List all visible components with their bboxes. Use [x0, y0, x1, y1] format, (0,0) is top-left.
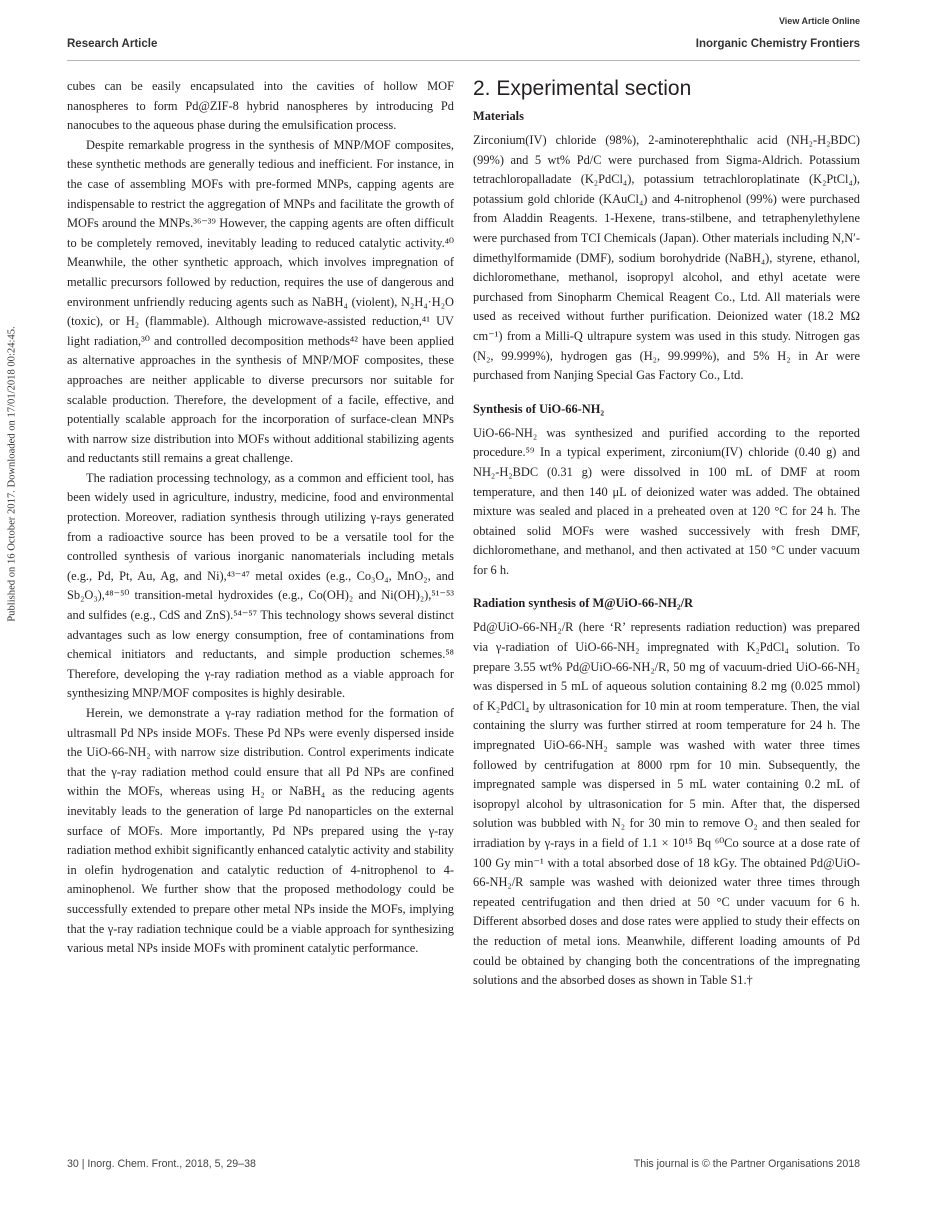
synthesis-heading: Synthesis of UiO-66-NH₂ — [473, 401, 605, 416]
paragraph-radiation-technology: The radiation processing technology, as a common and efficient tool, has been widely used in agriculture, industry, medicine, food and environmental protection. Moreover, radiation synthesis through utilizing γ-rays generated from a radioactive source has been proved to be a versatile tool for the controlled synthesis of various inorganic nanomaterials including metals (e.g., Pd, Pt, Au, Ag, and Ni),⁴³⁻⁴⁷ metal oxides (e.g., Co₃O₄, MnO₂, and Sb₂O₃),⁴⁸⁻⁵⁰ transition-metal hydroxides (e.g., Co(OH)₂ and Ni(OH)₂),⁵¹⁻⁵³ and sulfides (e.g., CdS and ZnS).⁵⁴⁻⁵⁷ This technology shows several distinct advantages such as low energy consumption, free of contaminations from chemical initiators and reductants, and simple production schemes.⁵⁸ Therefore, developing the γ-ray radiation method as a viable approach for synthesizing MNP/MOF composites is highly desirable. — [67, 470, 454, 701]
copyright-notice: This journal is © the Partner Organisations 2018 — [633, 1158, 860, 1170]
publication-side-note: Published on 16 October 2017. Downloaded on 17/01/2018 00:24:45. — [6, 326, 18, 622]
header-divider — [67, 60, 860, 61]
article-type-label: Research Article — [67, 38, 158, 50]
radiation-synthesis-heading: Radiation synthesis of M@UiO-66-NH₂/R — [473, 596, 694, 611]
paragraph-herein: Herein, we demonstrate a γ-ray radiation method for the formation of ultrasmall Pd NPs inside MOFs. These Pd NPs were evenly dispersed inside the UiO-66-NH₂ with narrow size distribution. Control experiments indicate that the γ-ray radiation method could ensure that all Pd NPs are confined within the MOFs, whereas using H₂ or NaBH₄ as the reducing agents inevitably leads to the generation of large Pd nanoparticles on the external surface of MOFs. More importantly, Pd NPs prepared using the γ-ray radiation method exhibit significantly enhanced catalytic activity and stability in olefin hydrogenation and catalytic reduction of 4-nitrophenol to 4-aminophenol. We further show that the proposed methodology could be successfully extended to prepare other metal NPs inside the MOFs, implying that the γ-ray radiation technique could be a viable approach for synthesizing various metal NPs inside MOFs with prominent catalytic performance. — [67, 706, 454, 956]
page-citation: 30 | Inorg. Chem. Front., 2018, 5, 29–38 — [67, 1158, 256, 1170]
radiation-synthesis-paragraph: Pd@UiO-66-NH₂/R (here ‘R’ represents radiation reduction) was prepared via γ-radiation of UiO-66-NH₂ impregnated with K₂PdCl₄ solution. To prepare 3.55 wt% Pd@UiO-66-NH₂/R, 50 mg of vacuum-dried UiO-66-NH₂ was dispersed in 5 mL of aqueous solution containing 8.2 mg (0.025 mmol) of K₂PdCl₄ by ultrasonication for 10 min at room temperature. Then, the vial containing the slurry was further stirred at room temperature for 24 h. The impregnated UiO-66-NH₂ sample was washed with water three times followed by centrifugation at 8000 rpm for 10 min. Subsequently, the impregnated sample was dispersed in 5 mL water containing 0.2 mL of isopropyl alcohol by ultrasonication for 5 min. After that, the dispersed solution was bubbled with N₂ for 30 min to remove O₂ and then sealed for irradiation by γ-rays in a field of 1.1 × 10¹⁵ Bq ⁶⁰Co source at a dose rate of 100 Gy min⁻¹ with a total absorbed dose of 18 kGy. The obtained Pd@UiO-66-NH₂/R sample was washed with deionized water three times through repeated centrifugation and then dried at 50 °C under vacuum for 6 h. Different absorbed doses and dose rates were applied to study their effects on the reduction of metal ions. Meanwhile, different loading amounts of Pd could be obtained by changing both the concentrations of the impregnating solutions and the absorbed doses as shown in Table S1.† — [473, 620, 860, 988]
view-article-online-link[interactable]: View Article Online — [778, 16, 860, 26]
running-header — [67, 38, 860, 56]
paragraph-continuation: cubes can be easily encapsulated into the cavities of hollow MOF nanospheres to form Pd@ZIF-8 hybrid nanospheres by introducing Pd nanocubes to the aqueous phase during the emulsification process. — [67, 79, 454, 133]
journal-name: Inorganic Chemistry Frontiers — [695, 38, 860, 50]
section-title: 2. Experimental section — [473, 77, 692, 100]
page-footer — [67, 1158, 860, 1174]
materials-paragraph: Zirconium(IV) chloride (98%), 2-aminoterephthalic acid (NH₂-H₂BDC) (99%) and 5 wt% Pd/C were purchased from Sigma-Aldrich. Potassium tetrachloropalladate (K₂PdCl₄), potassium tetrachloroplatinate (K₂PtCl₄), potassium gold chloride (KAuCl₄) and 4-nitrophenol (99%) were purchased from Aladdin Reagents. 1-Hexene, trans-stilbene, and tetraphenylethylene were purchased from TCI Chemicals (Japan). Other materials including N,N′-dimethylformamide (DMF), sodium borohydride (NaBH₄), styrene, ethanol, dichloromethane, methanol, isopropyl alcohol, and ethyl acetate were purchased from Sinopharm Chemical Reagent Co., Ltd. All materials were used as received without further purification. Deionized water (18.2 MΩ cm⁻¹) from a Milli-Q ultrapure system was used in this study. Nitrogen gas (N₂, 99.999%), hydrogen gas (H₂, 99.999%), and 5% H₂ in Ar were purchased from Nanjing Special Gas Factory Co., Ltd. — [473, 133, 860, 383]
materials-heading: Materials — [473, 109, 524, 123]
left-text-column — [67, 77, 454, 959]
right-text-column — [473, 77, 860, 991]
synthesis-paragraph: UiO-66-NH₂ was synthesized and purified according to the reported procedure.⁵⁹ In a typical experiment, zirconium(IV) chloride (0.40 g) and NH₂-H₂BDC (0.31 g) were dissolved in 100 mL of DMF at room temperature, and then 140 μL of deionized water was added. The obtained mixture was sealed and placed in a preheated oven at 120 °C for 24 h. The obtained solid MOFs were washed successively with fresh DMF, dichloromethane, and methanol, and then activated at 150 °C under vacuum for 6 h. — [473, 425, 860, 577]
paragraph-challenges: Despite remarkable progress in the synthesis of MNP/MOF composites, these synthetic methods are generally tedious and inefficient. For instance, in the case of assembling MOFs with pre-formed MNPs, capping agents are indispensable to restrict the aggregation of MNPs and facilitate the growth of MOFs around the MNPs.³⁶⁻³⁹ However, the capping agents are often difficult to be completely removed, inevitably leading to reduced catalytic activity.⁴⁰ Meanwhile, the other synthetic approach, which involves impregnation of metallic precursors followed by reduction, requires the use of dangerous and environment unfriendly reducing agents such as NaBH₄ (violent), N₂H₄·H₂O (toxic), or H₂ (flammable). Although microwave-assisted reduction,⁴¹ UV light radiation,³⁰ and controlled decomposition methods⁴² have been applied as alternative approaches in the synthesis of MNP/MOF composites, these approaches are neither applicable to diverse precursors nor suitable for scalable production. Therefore, the development of a facile, effective, and potentially scalable approach for the incorporation of surface-clean MNPs with narrow size distribution into MOFs without additional stabilizing agents and reductants still remains a great challenge. — [67, 137, 454, 466]
